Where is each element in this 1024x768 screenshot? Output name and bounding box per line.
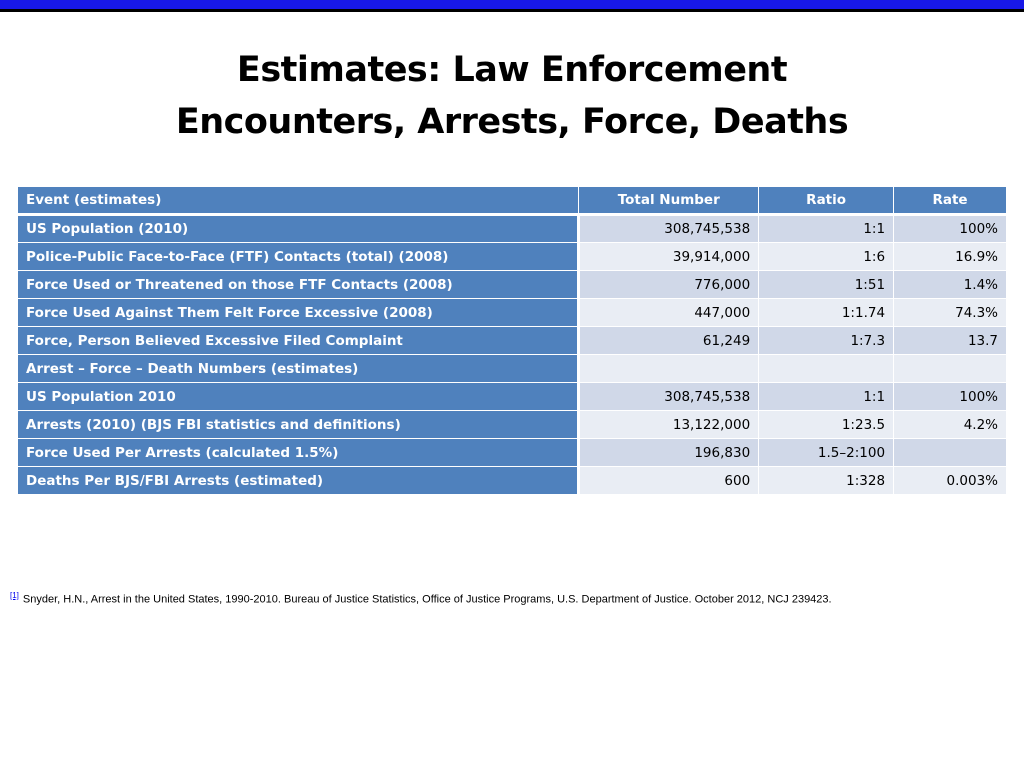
cell-event: Force Used Per Arrests (calculated 1.5%) [18, 439, 579, 467]
header-rate: Rate [894, 187, 1007, 215]
cell-event: Arrests (2010) (BJS FBI statistics and definitions) [18, 411, 579, 439]
slide-title [0, 44, 1024, 148]
table-row [18, 215, 1007, 243]
cell-total: 196,830 [579, 439, 759, 467]
cell-ratio: 1:7.3 [759, 327, 894, 355]
cell-rate: 0.003% [894, 467, 1007, 495]
cell-total: 776,000 [579, 271, 759, 299]
cell-event: Deaths Per BJS/FBI Arrests (estimated) [18, 467, 579, 495]
table-row [18, 355, 1007, 383]
cell-event: Force Used Against Them Felt Force Excessive (2008) [18, 299, 579, 327]
header-event: Event (estimates) [18, 187, 579, 215]
cell-rate: 4.2% [894, 411, 1007, 439]
table-row [18, 439, 1007, 467]
cell-ratio: 1:51 [759, 271, 894, 299]
cell-total: 308,745,538 [579, 383, 759, 411]
table-row [18, 383, 1007, 411]
cell-rate: 16.9% [894, 243, 1007, 271]
cell-event: Force, Person Believed Excessive Filed Complaint [18, 327, 579, 355]
cell-rate [894, 439, 1007, 467]
table-header-row [18, 187, 1007, 215]
table-row [18, 411, 1007, 439]
cell-total: 39,914,000 [579, 243, 759, 271]
cell-rate: 13.7 [894, 327, 1007, 355]
cell-total: 447,000 [579, 299, 759, 327]
cell-event: Arrest – Force – Death Numbers (estimates) [18, 355, 579, 383]
cell-event: US Population 2010 [18, 383, 579, 411]
table-row [18, 299, 1007, 327]
header-total-number: Total Number [579, 187, 759, 215]
cell-ratio: 1:23.5 [759, 411, 894, 439]
cell-total: 308,745,538 [579, 215, 759, 243]
cell-rate: 100% [894, 383, 1007, 411]
cell-ratio: 1:1 [759, 215, 894, 243]
cell-rate: 74.3% [894, 299, 1007, 327]
cell-ratio: 1:328 [759, 467, 894, 495]
footnote [10, 591, 1010, 606]
header-ratio: Ratio [759, 187, 894, 215]
table-row [18, 467, 1007, 495]
cell-ratio: 1:6 [759, 243, 894, 271]
table-row [18, 271, 1007, 299]
cell-rate: 100% [894, 215, 1007, 243]
slide-title-line-2: Encounters, Arrests, Force, Deaths [175, 102, 849, 142]
slide-title-line-1: Estimates: Law Enforcement [236, 50, 788, 90]
footnote-reference-link[interactable]: [1] [10, 591, 19, 600]
cell-event: US Population (2010) [18, 215, 579, 243]
cell-event: Police-Public Face-to-Face (FTF) Contacts (total) (2008) [18, 243, 579, 271]
cell-rate: 1.4% [894, 271, 1007, 299]
cell-total: 600 [579, 467, 759, 495]
top-accent-bar [0, 0, 1024, 12]
table-row [18, 327, 1007, 355]
cell-total: 13,122,000 [579, 411, 759, 439]
estimates-table [17, 186, 1007, 495]
cell-total: 61,249 [579, 327, 759, 355]
cell-ratio [759, 355, 894, 383]
cell-ratio: 1:1.74 [759, 299, 894, 327]
table-row [18, 243, 1007, 271]
cell-ratio: 1:1 [759, 383, 894, 411]
cell-total [579, 355, 759, 383]
cell-ratio: 1.5–2:100 [759, 439, 894, 467]
cell-rate [894, 355, 1007, 383]
footnote-text: Snyder, H.N., Arrest in the United States, 1990-2010. Bureau of Justice Statistics, Office of Justice Programs, U.S. Department of Justice. October 2012, NCJ 239423. [22, 593, 832, 606]
cell-event: Force Used or Threatened on those FTF Contacts (2008) [18, 271, 579, 299]
